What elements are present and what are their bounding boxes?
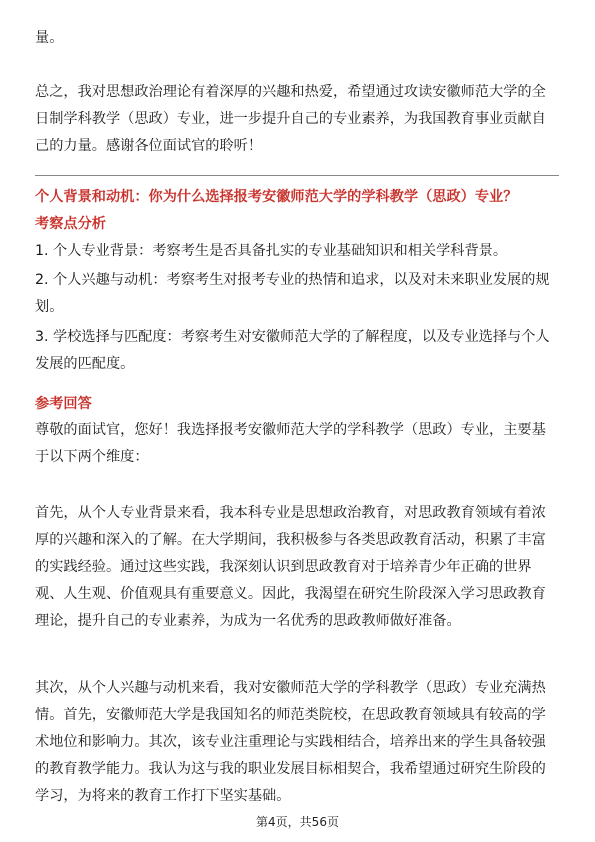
analysis-item: 3. 学校选择与匹配度：考察考生对安徽师范大学的了解程度，以及专业选择与个人发展的匹配度。	[35, 329, 550, 372]
answer-paragraph: 首先，从个人专业背景来看，我本科专业是思想政治教育，对思政教育领域有着浓厚的兴趣和深入的了解。在大学期间，我积极参与各类思政教育活动，积累了丰富的实践经验。通过这些实践，我深刻认识到思政教育对于培养青少年正确的世界观、人生观、价值观具有重要意义。因此，我渴望在研究生阶段深入学习思政教育理论，提升自己的专业素养，为成为一名优秀的思政教师做好准备。	[35, 505, 546, 629]
answer-heading: 参考回答	[35, 396, 92, 412]
analysis-item: 2. 个人兴趣与动机：考察考生对报考专业的热情和追求，以及对未来职业发展的规划。	[35, 272, 550, 315]
carryover-text: 量。	[35, 30, 64, 46]
answer-paragraph: 其次，从个人兴趣与动机来看，我对安徽师范大学的学科教学（思政）专业充满热情。首先，安徽师范大学是我国知名的师范类院校，在思政教育领域具有较高的学术地位和影响力。其次，该专业注重理论与实践相结合，培养出来的学生具备较强的教育教学能力。我认为这与我的职业发展目标相契合，我希望通过研究生阶段的学习，为将来的教育工作打下坚实基础。	[35, 680, 546, 804]
section-divider	[35, 175, 559, 176]
answer-paragraph: 尊敬的面试官，您好！我选择报考安徽师范大学的学科教学（思政）专业，主要基于以下两个维度：	[35, 422, 546, 465]
analysis-item: 1. 个人专业背景：考察考生是否具备扎实的专业基础知识和相关学科背景。	[35, 243, 508, 259]
conclusion-paragraph: 总之，我对思想政治理论有着深厚的兴趣和热爱，希望通过攻读安徽师范大学的全日制学科教学（思政）专业，进一步提升自己的专业素养，为我国教育事业贡献自己的力量。感谢各位面试官的聆听！	[35, 84, 546, 154]
analysis-heading: 考察点分析	[35, 216, 106, 232]
question-title: 个人背景和动机：你为什么选择报考安徽师范大学的学科教学（思政）专业？	[35, 189, 518, 205]
page-number: 第4页，共56页	[256, 815, 339, 829]
